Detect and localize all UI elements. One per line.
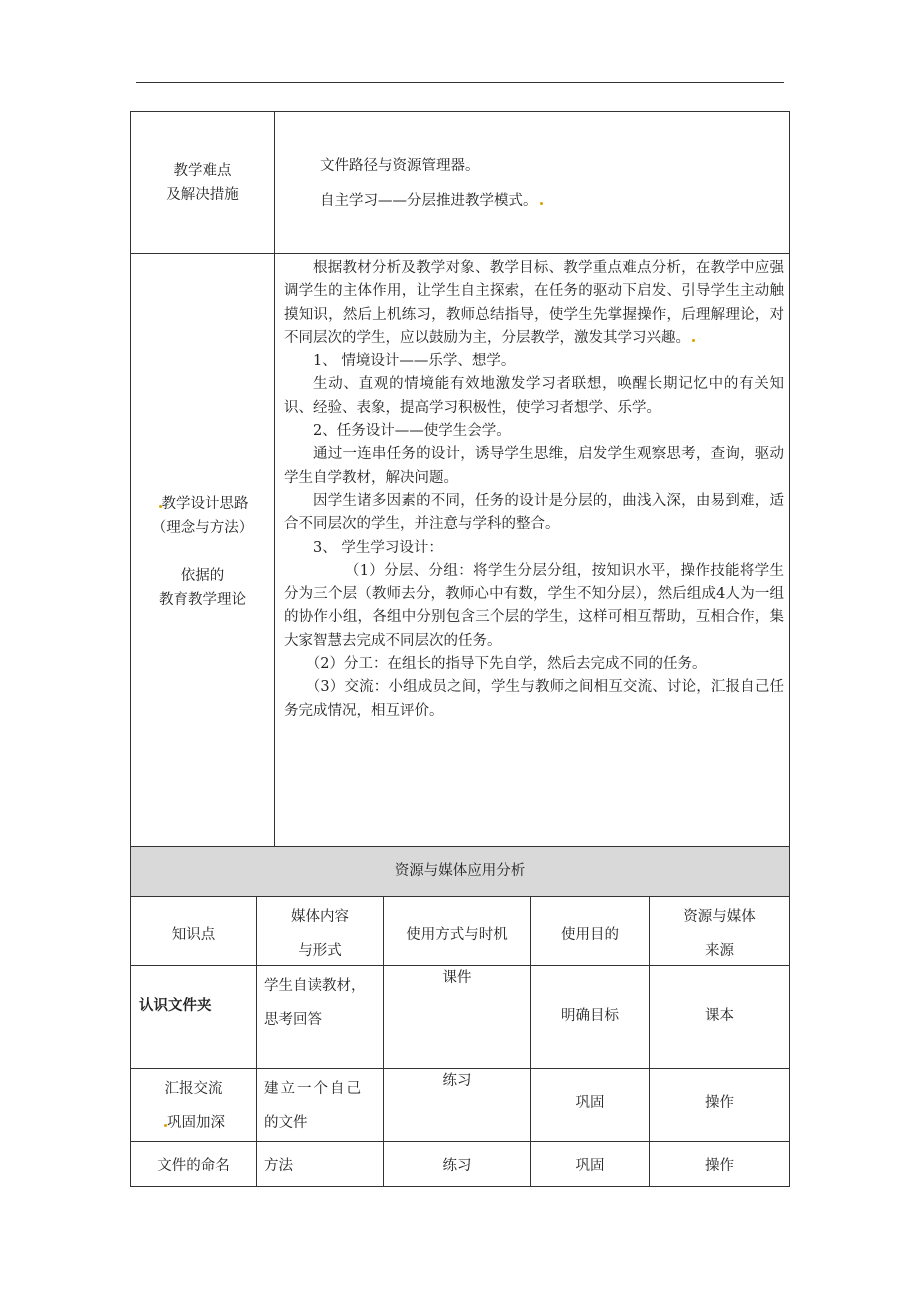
cell-media-content: 建立一个自己 <box>264 1081 363 1097</box>
cell-media-content: 的文件 <box>264 1115 308 1131</box>
design-label-line4: 教育教学理论 <box>159 592 246 608</box>
design-paragraph: 1、 情境设计——乐学、想学。 <box>313 353 516 370</box>
design-paragraph: 生动、直观的情境能有效地激发学习者联想，唤醒长期记忆中的有关知识、经验、表象，提高学习积极性，使学习者想学、乐学。 <box>284 376 784 416</box>
design-label-line3: 依据的 <box>180 568 225 584</box>
difficulty-text-2 <box>320 191 543 212</box>
cell-knowledge-point <box>131 1113 256 1134</box>
highlight-dot <box>692 339 695 342</box>
header-media-content-line2: 与形式 <box>298 943 342 959</box>
design-paragraph: 通过一连串任务的设计，诱导学生思维，启发学生观察思考，查询，驱动学生自学教材，解决问题。 <box>284 446 784 486</box>
cell-usage: 练习 <box>442 1158 472 1174</box>
cell-purpose: 巩固 <box>575 1158 605 1174</box>
design-label-line1 <box>131 494 274 515</box>
design-paragraph: 因学生诸多因素的不同，任务的设计是分层的，曲浅入深，由易到难，适合不同层次的学生，并注意与学科的整合。 <box>284 492 784 533</box>
header-knowledge-point: 知识点 <box>171 927 216 943</box>
header-purpose: 使用目的 <box>561 927 619 943</box>
header-rule <box>136 82 784 83</box>
row-divider <box>131 253 789 254</box>
row-divider <box>131 896 789 897</box>
difficulty-text-2-content: 自主学习——分层推进教学模式。 <box>320 193 538 209</box>
design-paragraph <box>284 257 784 350</box>
design-paragraph: （1）分层、分组：将学生分层分组，按知识水平，操作技能将学生分为三个层（教师去分，教师心中有数，学生不知分层），然后组成4人为一组的协作小组，各组中分别包含三个层的学生，这样可相互帮助，互相合作，集大家智慧去完成不同层次的任务。 <box>284 562 784 649</box>
design-content <box>284 257 784 723</box>
cell-usage: 练习 <box>442 1073 472 1089</box>
cell-media-content: 思考回答 <box>264 1012 322 1028</box>
column-divider <box>649 896 650 1186</box>
design-paragraph: （3）交流：小组成员之间，学生与教师之间相互交流、讨论，汇报自己任务完成情况，相互评价。 <box>284 679 784 719</box>
row-divider <box>131 1141 789 1142</box>
header-source-line1: 资源与媒体 <box>683 909 756 925</box>
header-source-line2: 来源 <box>705 943 734 959</box>
cell-knowledge-point: 文件的命名 <box>157 1158 230 1174</box>
difficulty-label-line2: 及解决措施 <box>166 187 239 203</box>
column-divider <box>256 896 257 1186</box>
cell-media-content: 方法 <box>264 1158 293 1174</box>
cell-source: 操作 <box>705 1158 734 1174</box>
design-paragraph-text: 根据教材分析及教学对象、教学目标、教学重点难点分析，在教学中应强调学生的主体作用，让学生自主探索，在任务的驱动下启发、引导学生主动触摸知识，然后上机练习，教师总结指导，使学生先掌握操作，后理解理论，对不同层次的学生，应以鼓励为主，分层教学，激发其学习兴趣。 <box>284 260 784 346</box>
row-divider <box>131 846 789 847</box>
header-usage: 使用方式与时机 <box>406 927 508 943</box>
row-divider <box>131 965 789 966</box>
cell-purpose: 明确目标 <box>561 1008 619 1024</box>
difficulty-text-1: 文件路径与资源管理器。 <box>320 158 480 174</box>
design-label-line1-text: 教学设计思路 <box>161 496 249 512</box>
design-paragraph: 3、 学生学习设计： <box>313 539 443 556</box>
highlight-dot <box>540 202 543 205</box>
row-divider <box>131 1068 789 1069</box>
cell-source: 操作 <box>705 1095 734 1111</box>
design-paragraph: 2、任务设计——使学生会学。 <box>313 423 511 440</box>
header-media-content-line1: 媒体内容 <box>291 909 349 925</box>
cell-media-content: 学生自读教材， <box>264 978 366 994</box>
cell-knowledge-point-text: 巩固加深 <box>167 1115 225 1131</box>
cell-usage: 课件 <box>442 970 472 986</box>
cell-source: 课本 <box>705 1008 734 1024</box>
design-label-line2: （理念与方法） <box>151 520 254 536</box>
cell-knowledge-point: 汇报交流 <box>164 1081 223 1097</box>
difficulty-label-line1: 教学难点 <box>173 163 232 179</box>
resources-section-title: 资源与媒体应用分析 <box>394 863 526 879</box>
cell-knowledge-point: 认识文件夹 <box>139 997 212 1014</box>
cell-purpose: 巩固 <box>575 1095 605 1111</box>
design-paragraph: （2）分工：在组长的指导下先自学，然后去完成不同的任务。 <box>305 656 707 673</box>
column-divider <box>274 112 275 846</box>
